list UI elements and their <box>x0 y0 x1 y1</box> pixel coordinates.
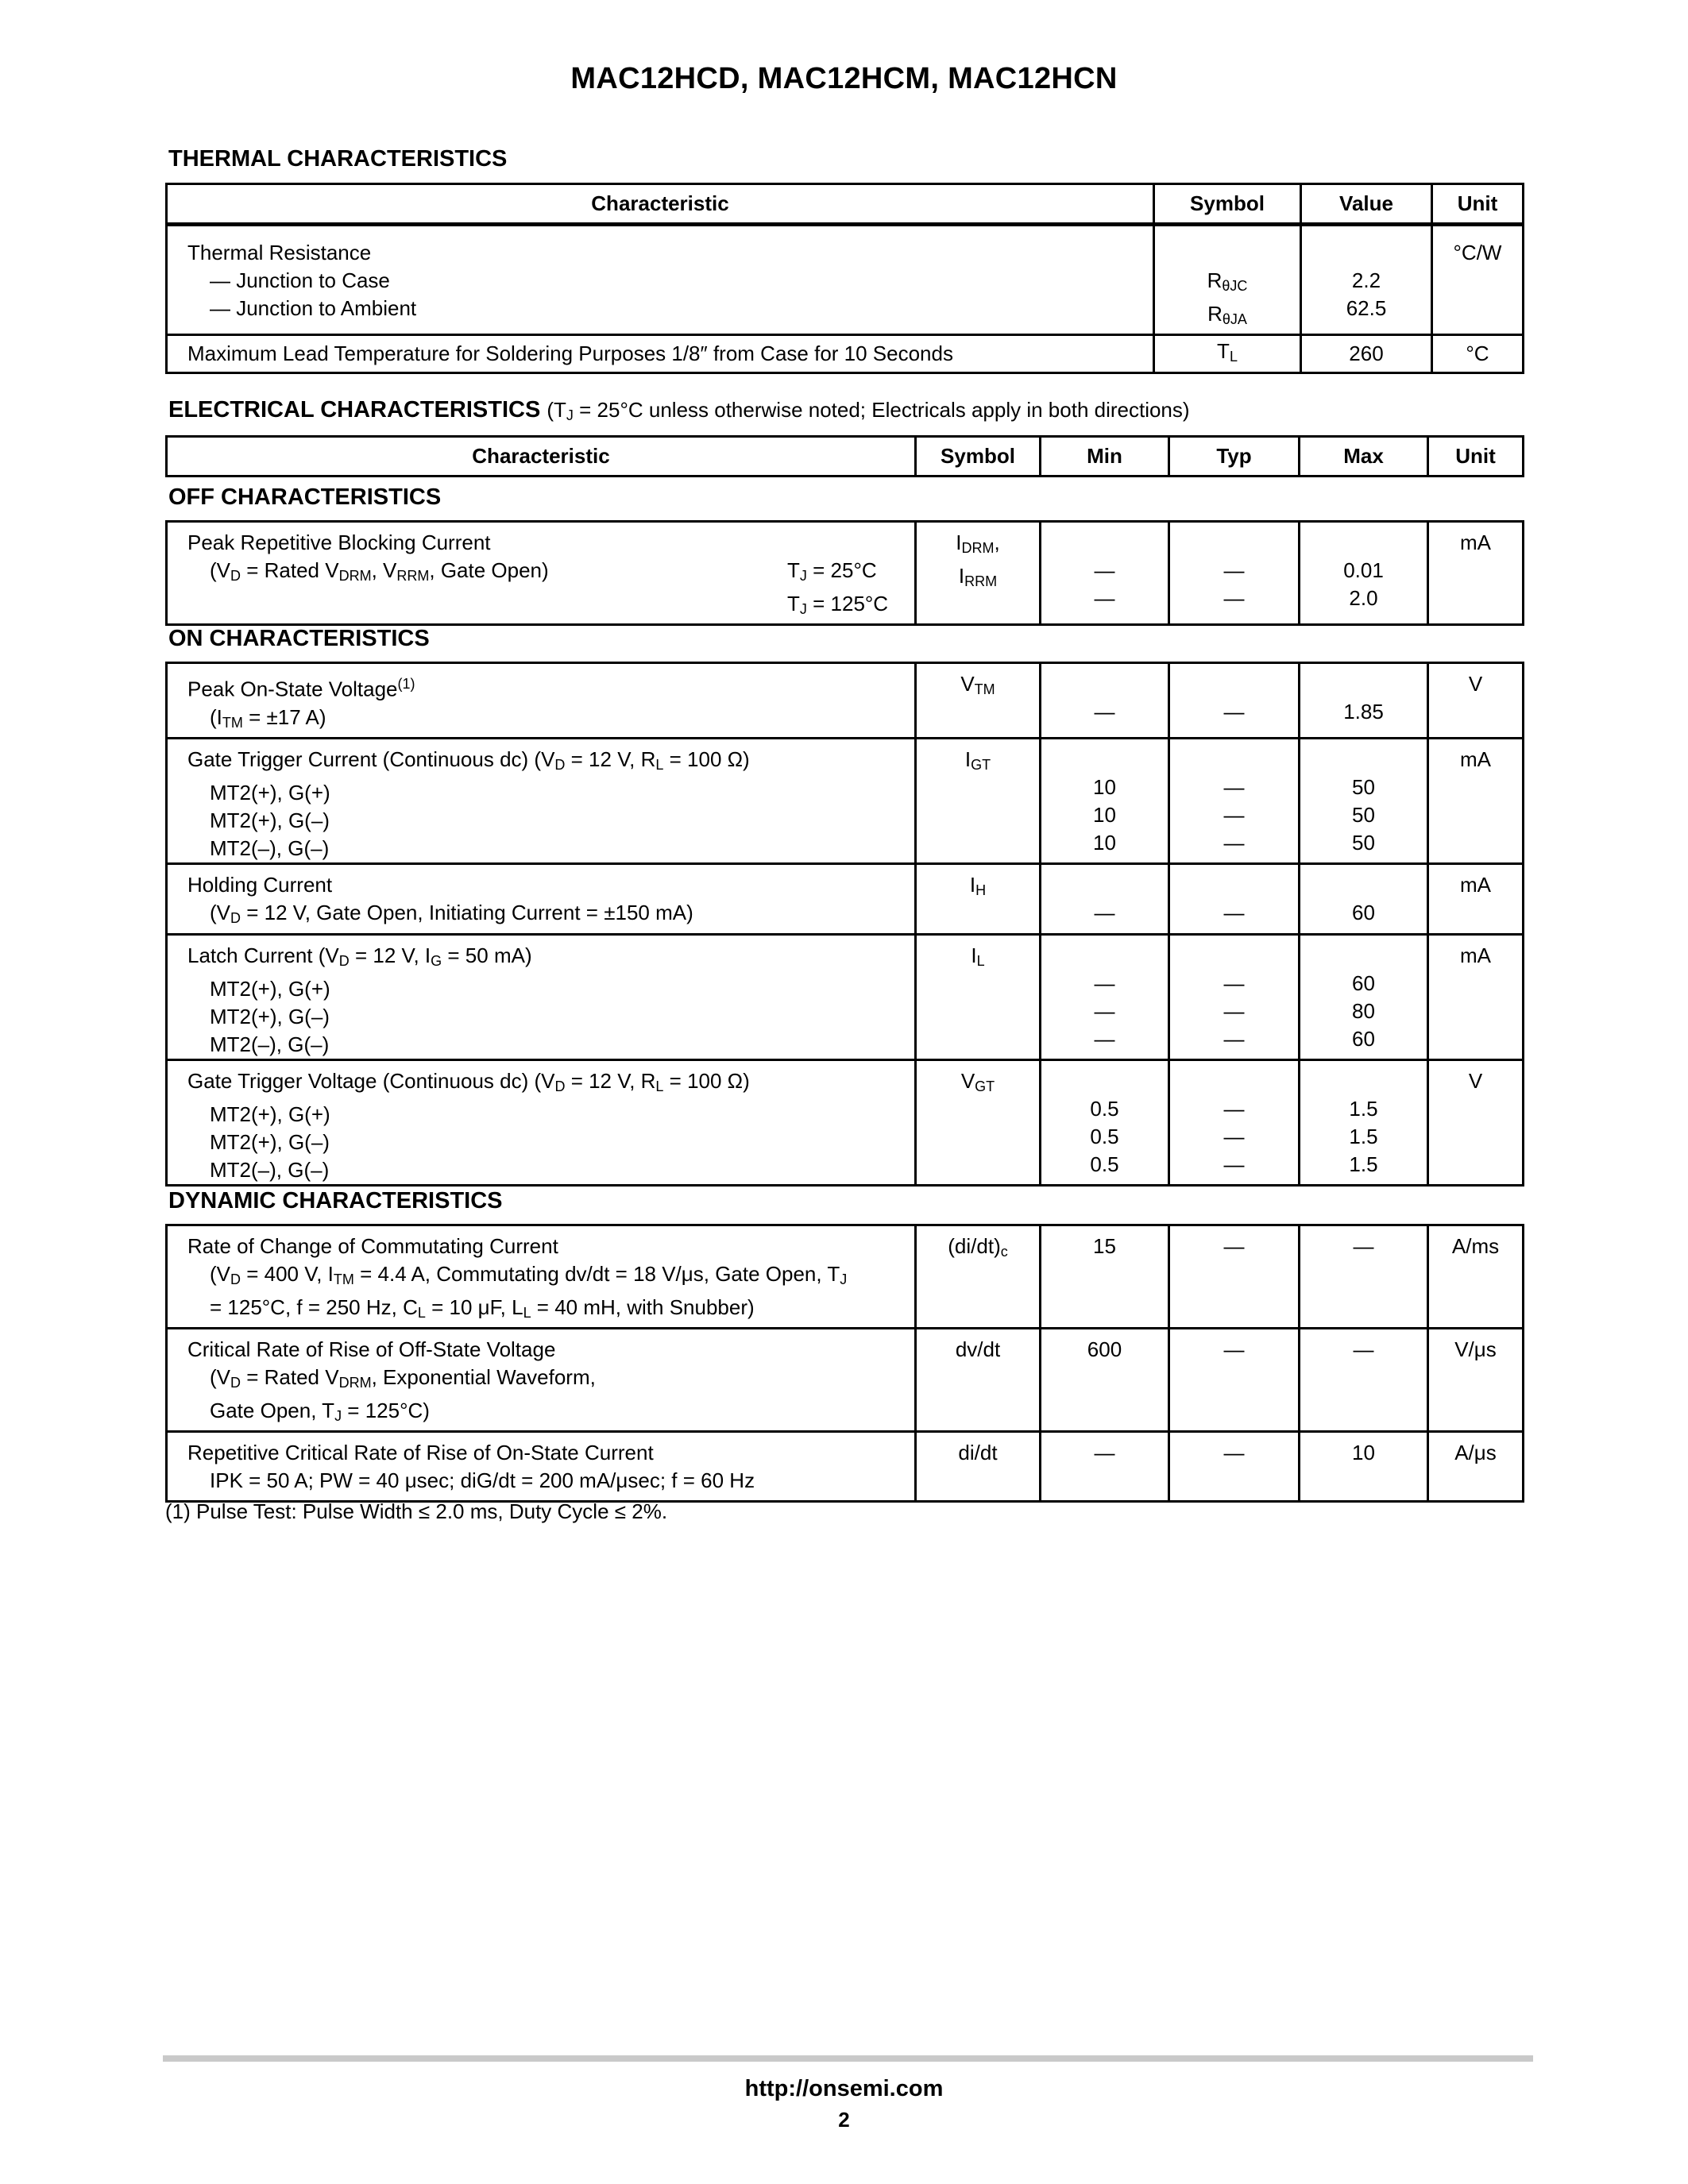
characteristic-name: Rate of Change of Commutating Current <box>187 1234 558 1258</box>
sub-condition: — Junction to Case <box>210 268 390 292</box>
col-symbol: Symbol <box>916 437 1041 477</box>
characteristic-name: Critical Rate of Rise of Off-State Voltage <box>187 1337 556 1361</box>
symbol-cell: di/dt <box>916 1432 1041 1502</box>
typ-cell: — — <box>1169 522 1300 625</box>
typ-cell: — <box>1169 1225 1300 1329</box>
condition-text: (T <box>547 398 566 422</box>
condition: ($V_D = 400$ V, $I_{TM} = 4.4$ A, Commutating dv/dt = 18 V/μs, Gate Open, $T_J$ <box>210 1262 848 1287</box>
table-row <box>167 1059 1524 1185</box>
max-cell: 60 80 60 <box>1300 934 1428 1059</box>
symbol-cell: $(di/dt)_c$ <box>916 1225 1041 1329</box>
value: 62.5 <box>1346 296 1387 320</box>
typ-cell: — — — <box>1169 738 1300 863</box>
min-cell: 15 <box>1041 1225 1169 1329</box>
value: 2.2 <box>1351 268 1381 292</box>
electrical-header-table <box>165 435 1524 477</box>
typ-cell: — <box>1169 663 1300 739</box>
symbol-base: R <box>1207 268 1223 292</box>
mode: MT2(–), G(–) <box>210 835 330 860</box>
col-characteristic: Characteristic <box>167 184 1154 225</box>
thermal-heading: THERMAL CHARACTERISTICS <box>168 146 508 172</box>
dynamic-table <box>165 1224 1524 1503</box>
condition-sub: J <box>566 407 574 423</box>
table-row <box>167 738 1524 863</box>
mode: MT2(+), G(–) <box>210 808 330 832</box>
mode: MT2(+), G(+) <box>210 1102 330 1126</box>
footnote: (1) Pulse Test: Pulse Width ≤ 2.0 ms, Duty Cycle ≤ 2%. <box>165 1499 668 1523</box>
col-unit: Unit <box>1428 437 1524 477</box>
col-max: Max <box>1300 437 1428 477</box>
dynamic-heading: DYNAMIC CHARACTERISTICS <box>168 1188 503 1214</box>
temp-condition: $T_J = 25^\circ C$ <box>787 558 877 584</box>
condition-text: = 25°C unless otherwise noted; Electricals apply in both directions) <box>573 398 1190 422</box>
symbol-base: T <box>1217 338 1230 363</box>
mode: MT2(+), G(–) <box>210 1129 330 1154</box>
symbol-cell: $I_{GT}$ <box>916 738 1041 863</box>
table-row <box>167 1432 1524 1502</box>
min-cell: — <box>1041 1432 1169 1502</box>
symbol-cell: $I_H$ <box>916 863 1041 934</box>
mode: MT2(+), G(–) <box>210 1004 330 1028</box>
min-cell: — <box>1041 863 1169 934</box>
min-cell: — — — <box>1041 934 1169 1059</box>
typ-cell: — <box>1169 1329 1300 1432</box>
electrical-heading-text: ELECTRICAL CHARACTERISTICS <box>168 397 541 423</box>
thermal-header-row <box>167 184 1524 225</box>
characteristic-name: Repetitive Critical Rate of Rise of On-State Current <box>187 1441 654 1464</box>
max-cell: 10 <box>1300 1432 1428 1502</box>
on-table <box>165 662 1524 1187</box>
characteristic-name: Peak Repetitive Blocking Current <box>187 531 491 554</box>
max-cell: 0.01 2.0 <box>1300 522 1428 625</box>
sub-condition: — Junction to Ambient <box>210 296 417 320</box>
symbol-sub: θJA <box>1222 311 1247 327</box>
table-row <box>167 522 1524 625</box>
symbol-cell <box>1154 335 1301 373</box>
characteristic-name: Gate Trigger Voltage (Continuous dc) ($V_D = 12$ V, $R_L = 100$ Ω) <box>187 1068 750 1094</box>
col-min: Min <box>1041 437 1169 477</box>
max-cell: — <box>1300 1225 1428 1329</box>
characteristic-name: Holding Current <box>187 872 333 897</box>
symbol-cell: dv/dt <box>916 1329 1041 1432</box>
condition: ($V_D$ = Rated $V_{DRM}$, $V_{RRM}$, Gate Open) <box>210 558 549 584</box>
table-row <box>167 335 1524 373</box>
max-cell: 50 50 50 <box>1300 738 1428 863</box>
symbol-cell: $I_L$ <box>916 934 1041 1059</box>
max-cell: 1.85 <box>1300 663 1428 739</box>
unit-cell: V <box>1428 663 1524 739</box>
mode: MT2(–), G(–) <box>210 1157 330 1182</box>
page-number: 2 <box>838 2108 850 2132</box>
footer-divider <box>163 2055 1533 2062</box>
characteristic-name: Latch Current ($V_D = 12$ V, $I_G = 50$ mA) <box>187 943 532 969</box>
condition: IPK = 50 A; PW = 40 μsec; diG/dt = 200 mA/μsec; f = 60 Hz <box>210 1468 755 1492</box>
unit-cell: V <box>1428 1059 1524 1185</box>
unit-cell: mA <box>1428 738 1524 863</box>
typ-cell: — <box>1169 1432 1300 1502</box>
symbol-sub: L <box>1229 348 1238 365</box>
max-cell: 1.5 1.5 1.5 <box>1300 1059 1428 1185</box>
mode: MT2(+), G(+) <box>210 780 330 805</box>
footnote-ref: (1) <box>397 676 415 692</box>
col-characteristic: Characteristic <box>167 437 916 477</box>
typ-cell: — <box>1169 863 1300 934</box>
mode: MT2(+), G(+) <box>210 976 330 1001</box>
min-cell: — <box>1041 663 1169 739</box>
table-row <box>167 225 1524 335</box>
unit-cell: mA <box>1428 934 1524 1059</box>
table-row <box>167 1329 1524 1432</box>
symbol-cell: $V_{GT}$ <box>916 1059 1041 1185</box>
electrical-heading <box>168 397 1190 424</box>
col-typ: Typ <box>1169 437 1300 477</box>
min-cell: 0.5 0.5 0.5 <box>1041 1059 1169 1185</box>
symbol-sub: θJC <box>1222 278 1248 294</box>
off-heading: OFF CHARACTERISTICS <box>168 484 442 510</box>
symbol-cell: $I_{DRM}$, $I_{RRM}$ <box>916 522 1041 625</box>
condition: ($V_D = 12$ V, Gate Open, Initiating Current = ±150 mA) <box>210 900 693 926</box>
thermal-table <box>165 183 1524 374</box>
condition: Gate Open, $T_J = 125^\circ C$) <box>210 1399 430 1424</box>
characteristic-name: Maximum Lead Temperature for Soldering Purposes 1/8″ from Case for 10 Seconds <box>167 335 1154 373</box>
min-cell: 10 10 10 <box>1041 738 1169 863</box>
typ-cell: — — — <box>1169 934 1300 1059</box>
symbol-base: R <box>1207 302 1223 326</box>
symbol-cell: $V_{TM}$ <box>916 663 1041 739</box>
min-cell: — — <box>1041 522 1169 625</box>
unit-cell: mA <box>1428 522 1524 625</box>
unit-cell: A/ms <box>1428 1225 1524 1329</box>
unit-cell: °C/W <box>1432 225 1524 335</box>
table-row <box>167 663 1524 739</box>
document-title: MAC12HCD, MAC12HCM, MAC12HCN <box>570 62 1118 95</box>
min-cell: 600 <box>1041 1329 1169 1432</box>
mode: MT2(–), G(–) <box>210 1032 330 1056</box>
condition: ($V_D$ = Rated $V_{DRM}$, Exponential Waveform, <box>210 1365 596 1391</box>
condition: ($I_{TM} = \pm 17$ A) <box>210 704 326 731</box>
unit-cell: V/μs <box>1428 1329 1524 1432</box>
value-cell: 260 <box>1301 335 1432 373</box>
off-table <box>165 520 1524 626</box>
characteristic-name: Peak On-State Voltage$^{(1)}$ <box>187 676 415 701</box>
col-symbol: Symbol <box>1154 184 1301 225</box>
table-row <box>167 1225 1524 1329</box>
value-cell <box>1301 225 1432 335</box>
col-unit: Unit <box>1432 184 1524 225</box>
symbol-cell <box>1154 225 1301 335</box>
table-row <box>167 863 1524 934</box>
electrical-header-row <box>167 437 1524 477</box>
max-cell: 60 <box>1300 863 1428 934</box>
temp-condition: $T_J = 125^\circ C$ <box>787 592 889 617</box>
characteristic-name: Gate Trigger Current (Continuous dc) ($V_D = 12$ V, $R_L = 100$ Ω) <box>187 747 750 773</box>
footer-url[interactable]: http://onsemi.com <box>744 2076 944 2101</box>
col-value: Value <box>1301 184 1432 225</box>
unit-cell: A/μs <box>1428 1432 1524 1502</box>
unit-cell: °C <box>1432 335 1524 373</box>
unit-cell: mA <box>1428 863 1524 934</box>
max-cell: — <box>1300 1329 1428 1432</box>
condition: = 125°C, f = 250 Hz, $C_L = 10$ μF, $L_L = 40$ mH, with Snubber) <box>210 1295 755 1321</box>
on-heading: ON CHARACTERISTICS <box>168 626 430 651</box>
typ-cell: — — — <box>1169 1059 1300 1185</box>
table-row <box>167 934 1524 1059</box>
characteristic-name: Thermal Resistance <box>187 241 372 264</box>
